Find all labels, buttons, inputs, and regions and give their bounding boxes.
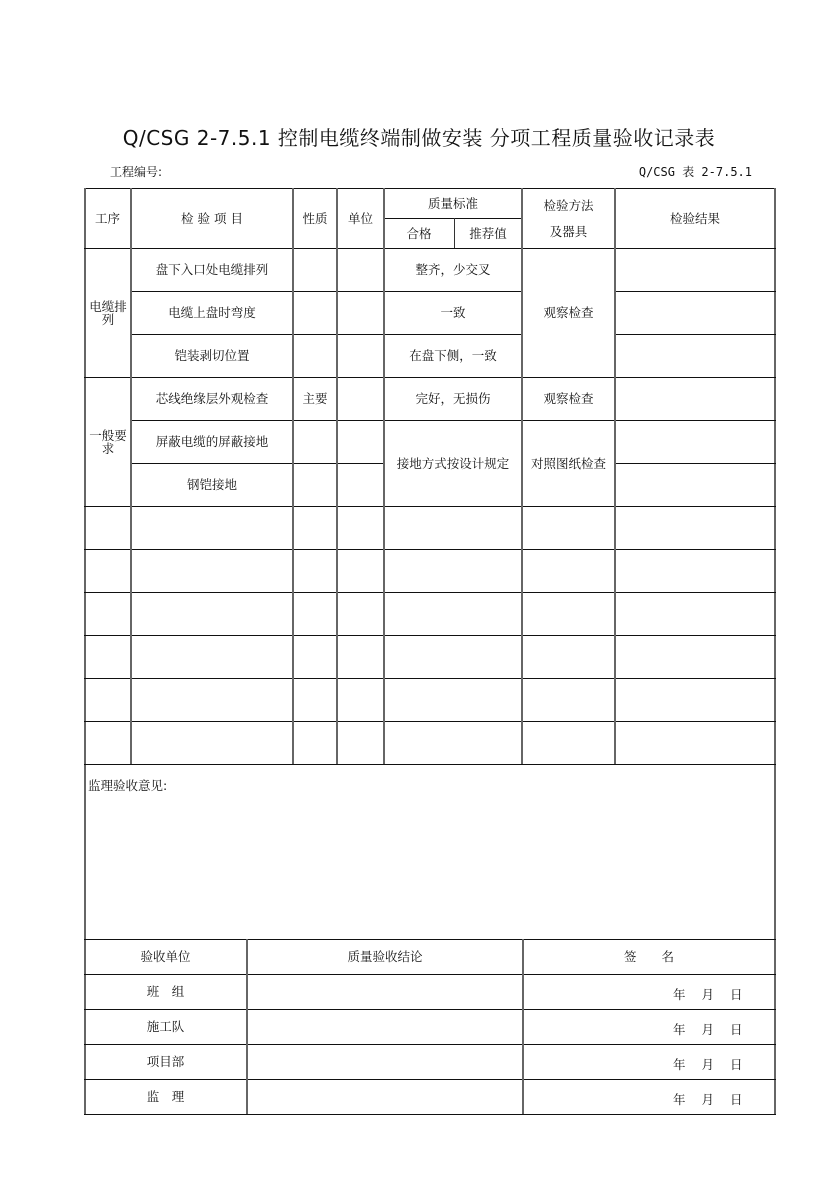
result-input[interactable] [615,420,775,463]
conclusion-input[interactable] [247,1009,523,1044]
item-cell: 屏蔽电缆的屏蔽接地 [155,434,269,449]
acceptance-unit-cell: 监 理 [146,1089,185,1104]
method-cell: 观察检查 [543,305,594,320]
signature-date: 年 月 日 [673,1092,743,1107]
conclusion-input[interactable] [247,1079,523,1114]
method-cell: 观察检查 [543,391,594,406]
result-input[interactable] [615,291,775,334]
header-method-line2: 及器具 [549,223,588,239]
conclusion-input[interactable] [247,974,523,1009]
acceptance-header-conclusion: 质量验收结论 [347,949,423,964]
item-cell: 电缆上盘时弯度 [168,305,256,320]
header-result: 检验结果 [669,210,720,226]
header-unit: 单位 [347,210,373,226]
form-code: Q/CSG 表 2-7.5.1 [638,165,752,179]
acceptance-unit-cell: 施工队 [146,1019,185,1034]
conclusion-input[interactable] [247,1044,523,1079]
supervisor-opinion-input[interactable] [86,795,774,938]
standard-cell: 完好，无损伤 [415,391,491,406]
result-input[interactable] [615,377,775,420]
method-cell-merged: 对照图纸检查 [530,455,606,471]
item-cell: 钢铠接地 [186,477,237,492]
item-cell: 芯线绝缘层外观检查 [155,391,269,406]
header-method [522,188,615,248]
nature-cell: 主要 [302,391,328,406]
process-cell: 电缆排列 [89,298,127,327]
header-method-line1: 检验方法 [543,197,594,213]
signature-date: 年 月 日 [673,1022,743,1037]
acceptance-unit-cell: 班 组 [146,984,185,999]
result-input[interactable] [615,248,775,291]
header-process: 工序 [94,210,120,226]
standard-cell-merged: 接地方式按设计规定 [396,455,510,471]
signature-date: 年 月 日 [673,1057,743,1072]
result-input[interactable] [615,463,775,506]
item-cell: 盘下入口处电缆排列 [155,262,269,277]
result-input[interactable] [615,334,775,377]
empty-rows-area[interactable] [84,506,776,764]
header-quality-standard: 质量标准 [427,195,478,211]
header-nature: 性质 [302,210,328,226]
process-cell: 一般要求 [89,427,127,456]
supervisor-opinion-label: 监理验收意见: [88,778,168,793]
item-cell: 铠装剥切位置 [174,348,250,363]
standard-cell: 一致 [440,305,466,320]
document-title: Q/CSG 2-7.5.1 控制电缆终端制做安装 分项工程质量验收记录表 [122,126,716,150]
standard-cell: 整齐，少交叉 [415,262,491,277]
row-line [84,764,776,765]
acceptance-header-signature: 签 名 [623,949,674,964]
header-item: 检 验 项 目 [181,210,243,226]
table-border-bottom [84,1114,776,1115]
standard-cell: 在盘下侧，一致 [409,348,497,363]
header-recommended: 推荐值 [469,225,507,241]
signature-date: 年 月 日 [673,987,743,1002]
acceptance-unit-cell: 项目部 [146,1054,185,1069]
project-number-label: 工程编号: [110,165,163,179]
acceptance-header-unit: 验收单位 [140,949,191,964]
header-qualified: 合格 [406,225,432,241]
